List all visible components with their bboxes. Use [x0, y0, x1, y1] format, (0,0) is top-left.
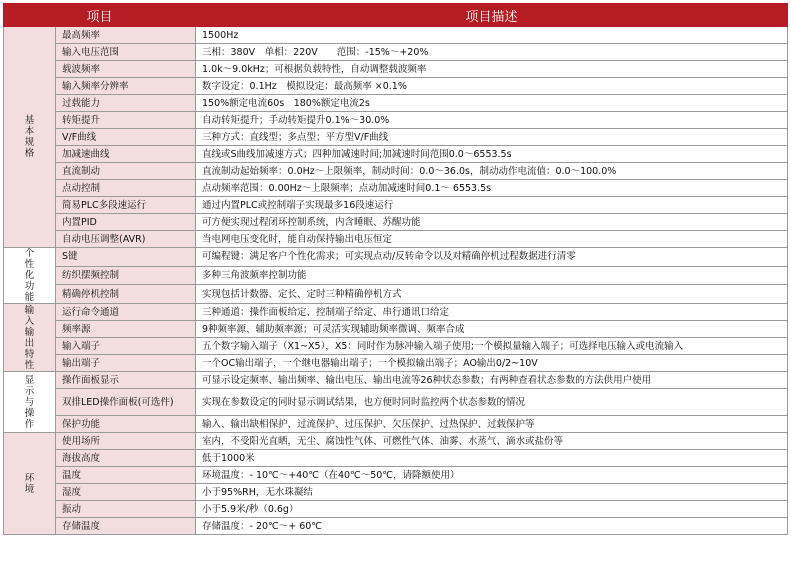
item-cell: 操作面板显示: [56, 372, 196, 389]
description-cell: 一个OC输出端子，一个继电器输出端子；一个模拟输出端子；AO输出0/2~10V: [196, 355, 788, 372]
item-cell: 存储温度: [56, 518, 196, 535]
table-row: [4, 467, 788, 484]
table-row: [4, 433, 788, 450]
table-row: [4, 285, 788, 304]
table-row: [4, 112, 788, 129]
item-cell: 运行命令通道: [56, 304, 196, 321]
category-label: 个性化功能: [24, 248, 35, 303]
item-cell: S键: [56, 248, 196, 267]
description-cell: 直线或S曲线加减速方式；四种加减速时间;加减速时间范围0.0～6553.5s: [196, 146, 788, 163]
table-row: [4, 163, 788, 180]
description-cell: 低于1000米: [196, 450, 788, 467]
item-cell: 精确停机控制: [56, 285, 196, 304]
description-cell: 三相：380V 单相：220V 范围：-15%～+20%: [196, 44, 788, 61]
item-cell: 纺织摆频控制: [56, 266, 196, 285]
table-row: [4, 231, 788, 248]
table-row: [4, 518, 788, 535]
description-cell: 自动转矩提升；手动转矩提升0.1%～30.0%: [196, 112, 788, 129]
item-cell: 双排LED操作面板(可选件): [56, 389, 196, 416]
description-cell: 室内，不受阳光直晒，无尘、腐蚀性气体、可燃性气体、油雾、水蒸气、滴水或盐份等: [196, 433, 788, 450]
item-cell: 简易PLC多段速运行: [56, 197, 196, 214]
item-cell: 点动控制: [56, 180, 196, 197]
description-cell: 三种通道：操作面板给定、控制端子给定、串行通讯口给定: [196, 304, 788, 321]
item-cell: 过载能力: [56, 95, 196, 112]
table-row: [4, 338, 788, 355]
category-cell: [4, 27, 56, 248]
table-body: [4, 27, 788, 535]
item-cell: 使用场所: [56, 433, 196, 450]
description-cell: 五个数字输入端子（X1~X5），X5：同时作为脉冲输入端子使用;一个模拟量输入端子；可选择电压输入或电流输入: [196, 338, 788, 355]
table-row: [4, 389, 788, 416]
description-cell: 环境温度：- 10℃～+40℃（在40℃～50℃，请降额使用）: [196, 467, 788, 484]
item-cell: 直流制动: [56, 163, 196, 180]
category-label: 环境: [24, 472, 35, 495]
description-cell: 当电网电压变化时，能自动保持输出电压恒定: [196, 231, 788, 248]
description-cell: 小于95%RH，无水珠凝结: [196, 484, 788, 501]
table-row: [4, 248, 788, 267]
description-cell: 输入、输出缺相保护、过流保护、过压保护、欠压保护、过热保护、过载保护等: [196, 416, 788, 433]
table-row: [4, 501, 788, 518]
description-cell: 小于5.9米/秒（0.6g）: [196, 501, 788, 518]
table-header-row: [4, 4, 788, 27]
table-row: [4, 266, 788, 285]
description-cell: 150%额定电流60s 180%额定电流2s: [196, 95, 788, 112]
description-cell: 实现在参数设定的同时显示调试结果，也方便时同时监控两个状态参数的情况: [196, 389, 788, 416]
table-row: [4, 214, 788, 231]
category-cell: [4, 304, 56, 372]
item-cell: 输入频率分辨率: [56, 78, 196, 95]
item-cell: 输出端子: [56, 355, 196, 372]
item-cell: 输入端子: [56, 338, 196, 355]
item-cell: 内置PID: [56, 214, 196, 231]
item-cell: 载波频率: [56, 61, 196, 78]
item-cell: 最高频率: [56, 27, 196, 44]
description-cell: 1500Hz: [196, 27, 788, 44]
category-cell: [4, 433, 56, 535]
table-row: [4, 27, 788, 44]
table-row: [4, 44, 788, 61]
header-item: 项目: [4, 4, 196, 27]
item-cell: 自动电压调整(AVR): [56, 231, 196, 248]
item-cell: 输入电压范围: [56, 44, 196, 61]
description-cell: 多种三角波频率控制功能: [196, 266, 788, 285]
table-row: [4, 304, 788, 321]
category-label: 显示与操作: [24, 374, 35, 430]
table-row: [4, 78, 788, 95]
table-row: [4, 416, 788, 433]
description-cell: 存储温度：- 20℃～+ 60℃: [196, 518, 788, 535]
item-cell: 频率源: [56, 321, 196, 338]
table-row: [4, 180, 788, 197]
table-row: [4, 61, 788, 78]
category-label: 基本规格: [24, 115, 35, 159]
spec-table: [3, 3, 788, 535]
description-cell: 直流制动起始频率：0.0Hz～上限频率，制动时间：0.0～36.0s，制动动作电流值：0.0～100.0%: [196, 163, 788, 180]
item-cell: 加减速曲线: [56, 146, 196, 163]
category-label: 输入输出特性: [24, 304, 35, 371]
table-row: [4, 450, 788, 467]
category-cell: [4, 372, 56, 433]
item-cell: 保护功能: [56, 416, 196, 433]
table-row: [4, 321, 788, 338]
table-row: [4, 372, 788, 389]
item-cell: 振动: [56, 501, 196, 518]
item-cell: 转矩提升: [56, 112, 196, 129]
header-description: 项目描述: [196, 4, 788, 27]
category-cell: [4, 248, 56, 304]
description-cell: 三种方式：直线型；多点型；平方型V/F曲线: [196, 129, 788, 146]
item-cell: 海拔高度: [56, 450, 196, 467]
description-cell: 通过内置PLC或控制端子实现最多16段速运行: [196, 197, 788, 214]
table-row: [4, 146, 788, 163]
item-cell: 湿度: [56, 484, 196, 501]
table-row: [4, 129, 788, 146]
description-cell: 可编程键：满足客户个性化需求；可实现点动/反转命令以及对精确停机过程数据进行清零: [196, 248, 788, 267]
table-row: [4, 197, 788, 214]
item-cell: V/F曲线: [56, 129, 196, 146]
description-cell: 9种频率源、辅助频率源；可灵活实现辅助频率微调、频率合成: [196, 321, 788, 338]
description-cell: 实现包括计数器、定长、定时三种精确停机方式: [196, 285, 788, 304]
item-cell: 温度: [56, 467, 196, 484]
table-row: [4, 95, 788, 112]
description-cell: 可方便实现过程闭环控制系统，内含睡眠、苏醒功能: [196, 214, 788, 231]
description-cell: 可显示设定频率、输出频率、输出电压、输出电流等26种状态参数；有两种查看状态参数的方法供用户使用: [196, 372, 788, 389]
table-row: [4, 355, 788, 372]
description-cell: 数字设定：0.1Hz 模拟设定：最高频率 ×0.1%: [196, 78, 788, 95]
description-cell: 1.0k～9.0kHz；可根据负载特性，自动调整载波频率: [196, 61, 788, 78]
description-cell: 点动频率范围：0.00Hz～上限频率；点动加减速时间0.1～ 6553.5s: [196, 180, 788, 197]
table-row: [4, 484, 788, 501]
